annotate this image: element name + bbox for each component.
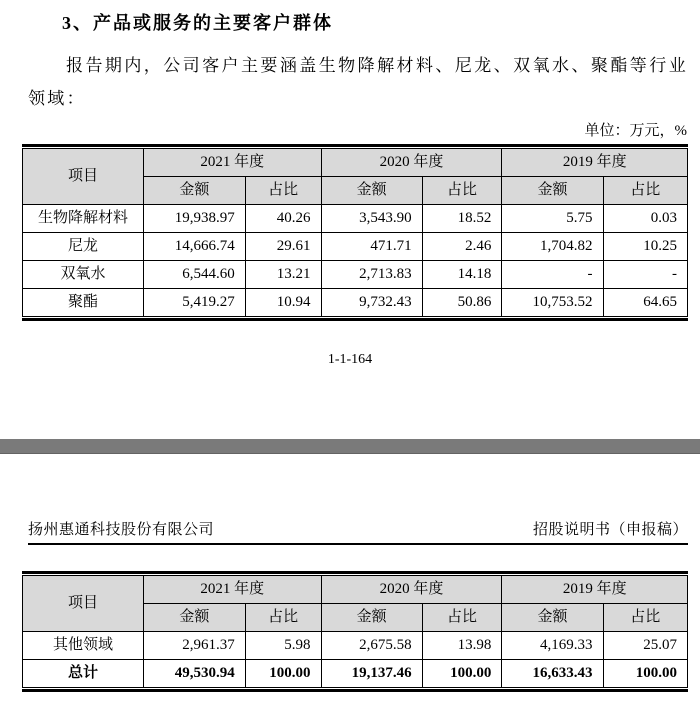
amount-cell: 16,633.43: [502, 660, 603, 688]
year-header-cell: 2021 年度: [144, 149, 322, 177]
ratio-header-cell: 占比: [603, 604, 688, 632]
amount-cell: 4,169.33: [502, 632, 603, 660]
amount-cell: 14,666.74: [144, 233, 246, 261]
row-label-cell: 其他领域: [23, 632, 144, 660]
table-row: [23, 233, 688, 261]
amount-cell: 9,732.43: [321, 289, 422, 317]
ratio-cell: 40.26: [245, 205, 321, 233]
amount-cell: 5,419.27: [144, 289, 246, 317]
page-header-doctype: 招股说明书（申报稿）: [532, 522, 688, 538]
table-row: [23, 632, 688, 660]
body-paragraph: 报告期内，公司客户主要涵盖生物降解材料、尼龙、双氧水、聚酯等行业领域：: [28, 56, 688, 108]
unit-label: 单位：万元，%: [584, 123, 687, 139]
ratio-cell: 29.61: [245, 233, 321, 261]
page-break-divider: [0, 439, 700, 454]
section-heading: 3、产品或服务的主要客户群体: [62, 13, 333, 33]
table-row: [23, 261, 688, 289]
ratio-cell: 25.07: [603, 632, 688, 660]
ratio-header-cell: 占比: [422, 177, 502, 205]
amount-header-cell: 金额: [144, 177, 246, 205]
row-label-cell: 双氧水: [23, 261, 144, 289]
ratio-cell: -: [603, 261, 688, 289]
page-number: 1-1-164: [327, 352, 373, 367]
year-header-cell: 2021 年度: [144, 576, 322, 604]
ratio-cell: 0.03: [603, 205, 688, 233]
year-header-cell: 2019 年度: [502, 576, 688, 604]
page-header-rule: [28, 543, 688, 545]
page-header-company: 扬州惠通科技股份有限公司: [28, 522, 215, 538]
row-label-cell: 生物降解材料: [23, 205, 144, 233]
amount-cell: 49,530.94: [144, 660, 246, 688]
amount-header-cell: 金额: [144, 604, 246, 632]
row-label-cell: 总计: [23, 660, 144, 688]
ratio-header-cell: 占比: [245, 177, 321, 205]
ratio-cell: 18.52: [422, 205, 502, 233]
year-header-cell: 2020 年度: [321, 576, 502, 604]
amount-cell: 5.75: [502, 205, 603, 233]
customer-table-page2: [22, 571, 688, 692]
ratio-cell: 100.00: [422, 660, 502, 688]
amount-cell: 471.71: [321, 233, 422, 261]
ratio-cell: 13.98: [422, 632, 502, 660]
row-label-cell: 尼龙: [23, 233, 144, 261]
ratio-header-cell: 占比: [603, 177, 688, 205]
customer-table-page1: [22, 144, 688, 321]
amount-cell: -: [502, 261, 603, 289]
ratio-cell: 64.65: [603, 289, 688, 317]
table-row: [23, 205, 688, 233]
ratio-cell: 10.25: [603, 233, 688, 261]
ratio-cell: 5.98: [245, 632, 321, 660]
ratio-cell: 13.21: [245, 261, 321, 289]
ratio-cell: 50.86: [422, 289, 502, 317]
amount-cell: 2,713.83: [321, 261, 422, 289]
amount-cell: 19,938.97: [144, 205, 246, 233]
amount-cell: 10,753.52: [502, 289, 603, 317]
item-header-cell: 项目: [23, 576, 144, 632]
amount-header-cell: 金额: [502, 177, 603, 205]
year-header-cell: 2020 年度: [321, 149, 502, 177]
amount-cell: 2,961.37: [144, 632, 246, 660]
ratio-cell: 2.46: [422, 233, 502, 261]
year-header-cell: 2019 年度: [502, 149, 688, 177]
amount-cell: 6,544.60: [144, 261, 246, 289]
ratio-cell: 100.00: [245, 660, 321, 688]
amount-cell: 1,704.82: [502, 233, 603, 261]
ratio-cell: 14.18: [422, 261, 502, 289]
amount-cell: 2,675.58: [321, 632, 422, 660]
ratio-header-cell: 占比: [245, 604, 321, 632]
item-header-cell: 项目: [23, 149, 144, 205]
ratio-cell: 10.94: [245, 289, 321, 317]
amount-header-cell: 金额: [321, 177, 422, 205]
amount-header-cell: 金额: [321, 604, 422, 632]
row-label-cell: 聚酯: [23, 289, 144, 317]
amount-header-cell: 金额: [502, 604, 603, 632]
table-row: [23, 289, 688, 317]
ratio-header-cell: 占比: [422, 604, 502, 632]
table-row-total: [23, 660, 688, 688]
amount-cell: 3,543.90: [321, 205, 422, 233]
amount-cell: 19,137.46: [321, 660, 422, 688]
ratio-cell: 100.00: [603, 660, 688, 688]
